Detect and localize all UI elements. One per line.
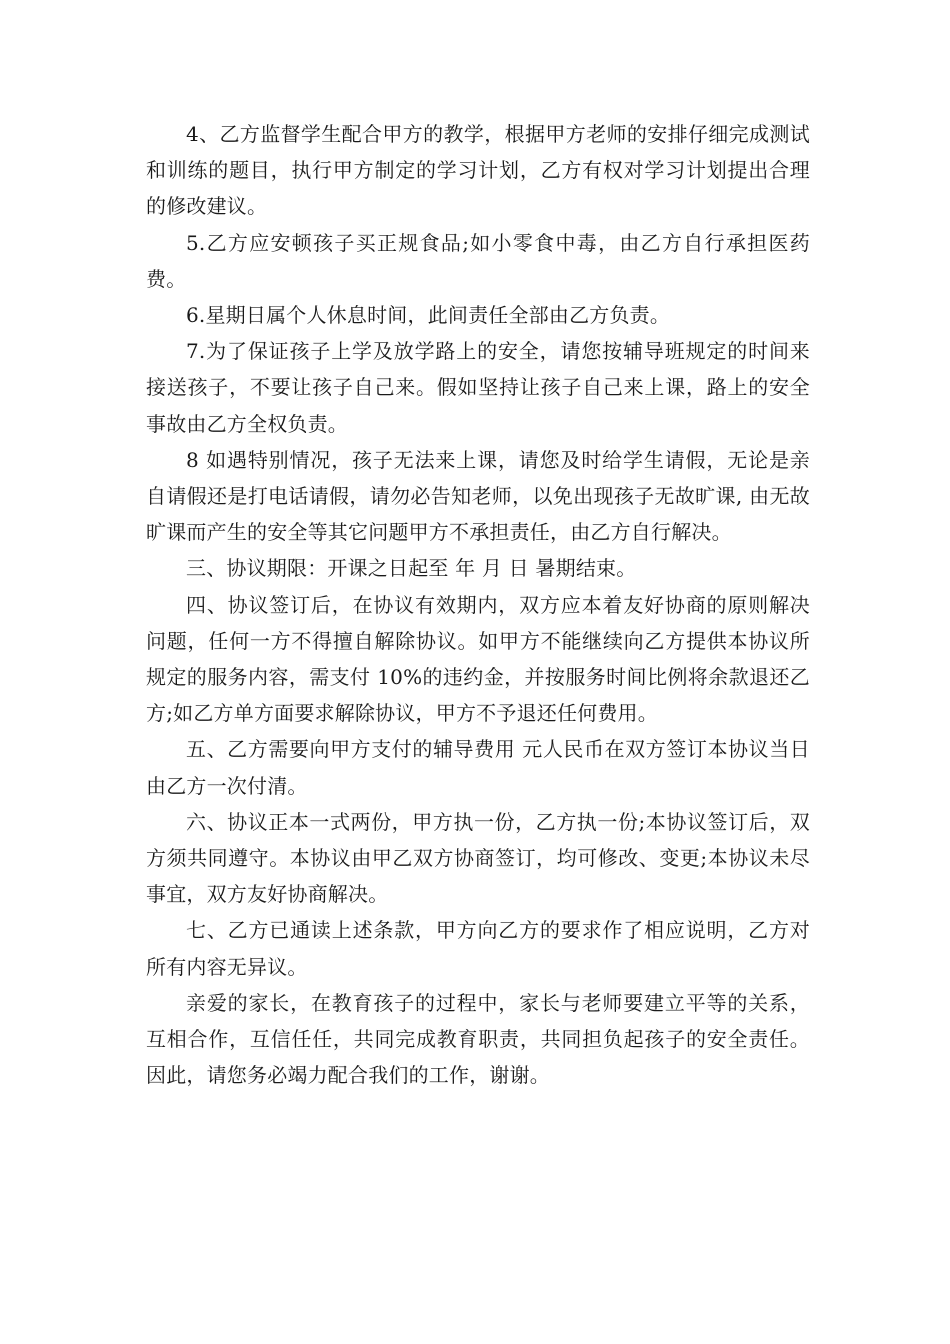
section-6-copies-paragraph: 六、协议正本一式两份，甲方执一份，乙方执一份;本协议签订后，双方须共同遵守。本协议由甲乙双方协商签订，均可修改、变更;本协议未尽事宜，双方友好协商解决。 <box>146 809 810 907</box>
clause-5-paragraph: 5.乙方应安顿孩子买正规食品;如小零食中毒，由乙方自行承担医药费。 <box>146 230 810 291</box>
clause-7-paragraph: 7.为了保证孩子上学及放学路上的安全，请您按辅导班规定的时间来接送孩子，不要让孩子自己来。假如坚持让孩子自己来上课，路上的安全事故由乙方全权负责。 <box>146 339 810 436</box>
section-4-termination-paragraph: 四、协议签订后，在协议有效期内，双方应本着友好协商的原则解决问题，任何一方不得擅自解除协议。如甲方不能继续向乙方提供本协议所规定的服务内容，需支付 10%的违约金，并按服务时间比例将余款退还乙方;如乙方单方面要求解除协议，甲方不予退还任何费用。 <box>146 592 810 726</box>
section-5-fee-paragraph: 五、乙方需要向甲方支付的辅导费用 元人民币在双方签订本协议当日由乙方一次付清。 <box>146 737 810 798</box>
document-page <box>146 116 810 1093</box>
section-3-term-paragraph: 三、协议期限：开课之日起至 年 月 日 暑期结束。 <box>186 556 637 581</box>
closing-note-paragraph: 亲爱的家长，在教育孩子的过程中，家长与老师要建立平等的关系，互相合作，互信任任，共同完成教育职责，共同担负起孩子的安全责任。因此，请您务必竭力配合我们的工作，谢谢。 <box>146 990 810 1088</box>
clause-4-paragraph: 4、乙方监督学生配合甲方的教学，根据甲方老师的安排仔细完成测试和训练的题目，执行甲方制定的学习计划，乙方有权对学习计划提出合理的修改建议。 <box>146 122 810 219</box>
clause-6-paragraph: 6.星期日属个人休息时间，此间责任全部由乙方负责。 <box>186 303 671 328</box>
clause-8-paragraph: 8 如遇特别情况，孩子无法来上课，请您及时给学生请假，无论是亲自请假还是打电话请假，请勿必告知老师，以免出现孩子无故旷课, 由无故旷课而产生的安全等其它问题甲方不承担责任，由乙方自行解决。 <box>146 447 810 545</box>
section-7-acknowledgement-paragraph: 七、乙方已通读上述条款，甲方向乙方的要求作了相应说明，乙方对所有内容无异议。 <box>146 918 810 979</box>
